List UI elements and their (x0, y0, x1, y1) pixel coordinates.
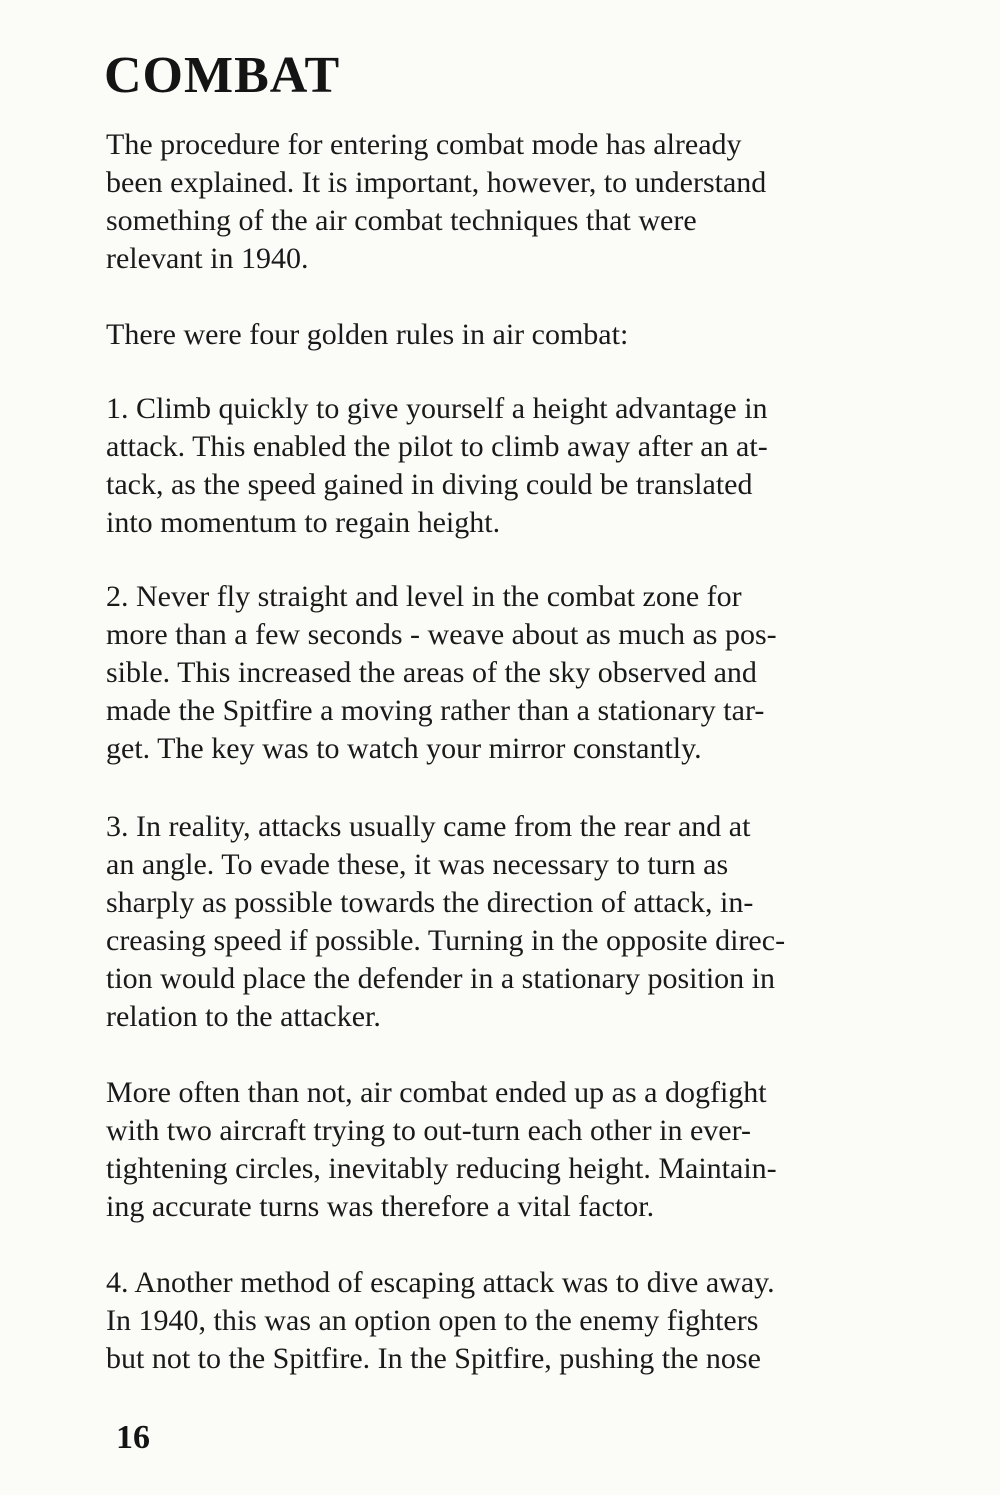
text-line: 4. Another method of escaping attack was to dive away. (106, 1266, 775, 1299)
rule-1-paragraph (106, 390, 906, 542)
text-line: ing accurate turns was therefore a vital factor. (106, 1190, 655, 1223)
text-line: into momentum to regain height. (106, 506, 501, 539)
text-line: tightening circles, inevitably reducing height. Maintain- (106, 1152, 777, 1185)
text-line: relation to the attacker. (106, 1000, 381, 1033)
rules-intro-paragraph (106, 316, 906, 354)
text-line: 1. Climb quickly to give yourself a height advantage in (106, 392, 768, 425)
text-line: creasing speed if possible. Turning in the opposite direc- (106, 924, 786, 957)
text-line: tack, as the speed gained in diving could be translated (106, 468, 753, 501)
text-line: sible. This increased the areas of the sky observed and (106, 656, 757, 689)
page-number: 16 (116, 1419, 150, 1456)
text-line: get. The key was to watch your mirror constantly. (106, 732, 702, 765)
text-line: an angle. To evade these, it was necessary to turn as (106, 848, 729, 881)
text-line: In 1940, this was an option open to the enemy fighters (106, 1304, 759, 1337)
rule-3-paragraph (106, 808, 906, 1036)
text-line: been explained. It is important, however, to understand (106, 166, 767, 199)
intro-paragraph (106, 126, 906, 278)
text-line: There were four golden rules in air combat: (106, 318, 629, 351)
text-line: with two aircraft trying to out-turn each other in ever- (106, 1114, 751, 1147)
text-line: 2. Never fly straight and level in the combat zone for (106, 580, 742, 613)
text-line: relevant in 1940. (106, 242, 309, 275)
text-line: tion would place the defender in a stationary position in (106, 962, 775, 995)
text-line: sharply as possible towards the direction of attack, in- (106, 886, 754, 919)
text-line: more than a few seconds - weave about as much as pos- (106, 618, 777, 651)
rule-2-paragraph (106, 578, 906, 768)
text-line: 3. In reality, attacks usually came from the rear and at (106, 810, 751, 843)
text-line: The procedure for entering combat mode has already (106, 128, 742, 161)
rule-4-paragraph (106, 1264, 906, 1378)
text-line: attack. This enabled the pilot to climb away after an at- (106, 430, 768, 463)
text-line: something of the air combat techniques that were (106, 204, 697, 237)
dogfight-paragraph (106, 1074, 906, 1226)
text-line: made the Spitfire a moving rather than a stationary tar- (106, 694, 765, 727)
text-line: More often than not, air combat ended up as a dogfight (106, 1076, 767, 1109)
page-title: COMBAT (104, 47, 341, 104)
text-line: but not to the Spitfire. In the Spitfire, pushing the nose (106, 1342, 761, 1375)
